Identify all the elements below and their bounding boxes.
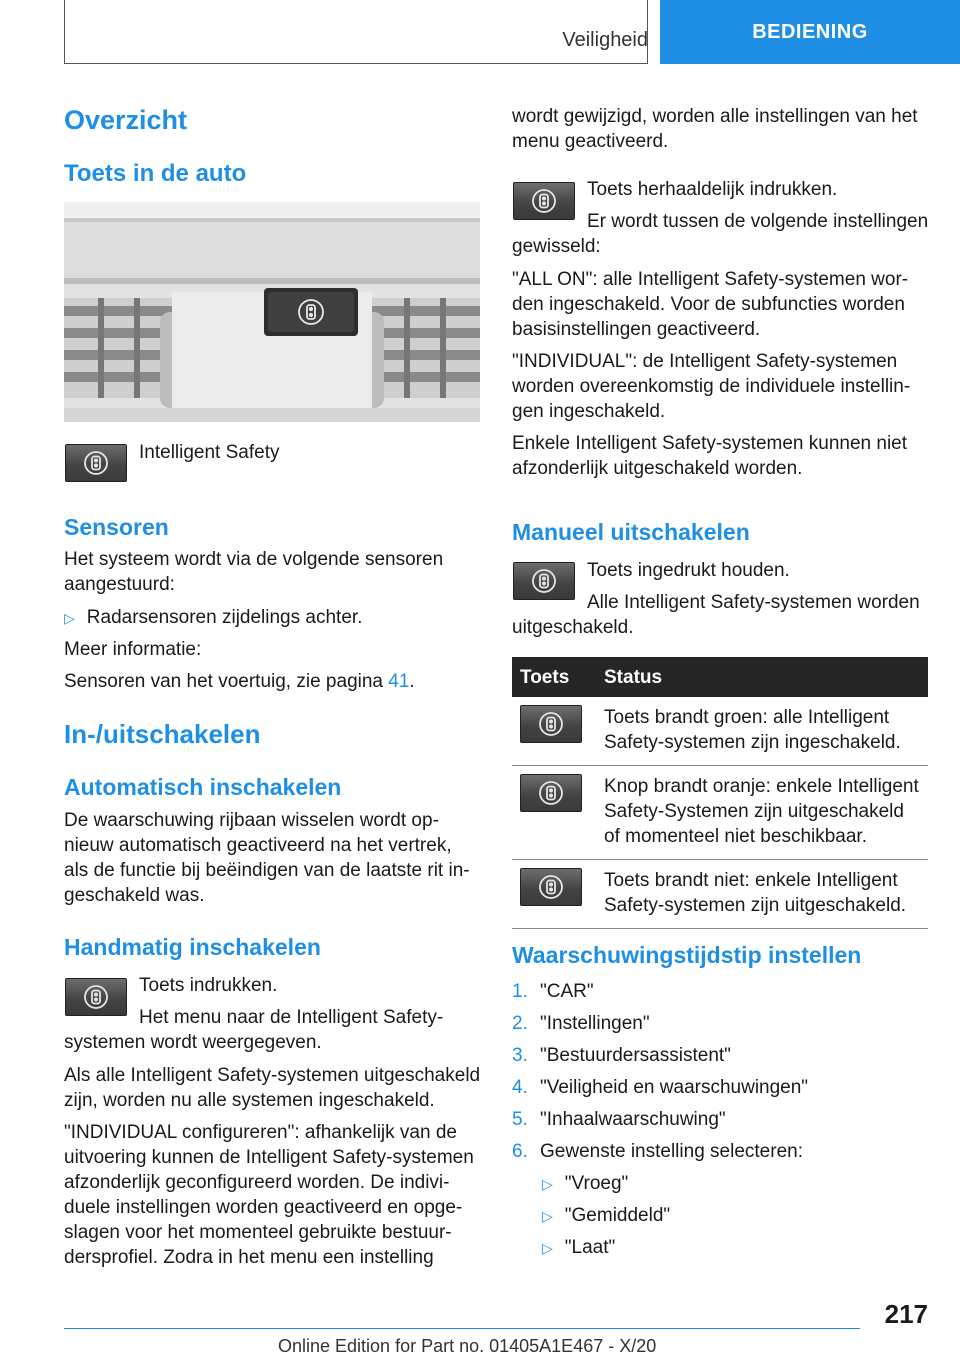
sensors-reference	[64, 669, 482, 694]
car-console-photo	[64, 202, 480, 422]
step-number: 1.	[512, 981, 528, 1002]
footer-edition: Online Edition for Part no. 01405A1E467 - X/20	[278, 1336, 657, 1356]
header-chapter-tab	[660, 0, 960, 64]
sensors-text: Het systeem wordt via de volgende sensoren aangestuurd:	[64, 549, 444, 595]
individual-text: "INDIVIDUAL": de Intelligent Safety-systemen worden overeenkomstig de individuele instellingen ingeschakeld.	[512, 351, 911, 422]
step-number: 4.	[512, 1077, 528, 1098]
intelligent-safety-icon	[65, 444, 127, 482]
auto-heading: Automatisch inschakelen	[64, 774, 342, 800]
step-text: "CAR"	[540, 981, 594, 1002]
step-text: "Inhaalwaarschuwing"	[540, 1109, 726, 1130]
manual-menu: Het menu naar de Intelligent Safety-systemen wordt weergegeven.	[64, 1007, 444, 1053]
more-info-label: Meer informatie:	[64, 639, 202, 660]
some-systems-text: Enkele Intelligent Safety-systemen kunnen niet afzonderlijk uitgeschakeld worden.	[512, 433, 908, 479]
all-on-text: "ALL ON": alle Intelligent Safety-systemen worden ingeschakeld. Voor de subfuncties worden basisinstellingen geactiveerd.	[512, 269, 909, 340]
footer-divider	[64, 1328, 860, 1329]
manual-individual: "INDIVIDUAL configureren": afhankelijk van de uitvoering kunnen de Intelligent Safety-systemen afzonderlijk geconfigureerd worden. De individuele instellingen worden geactiveerd en opgeslagen voor het momenteel gebruikte bestuurdersprofiel. Zodra in het menu een instelling	[64, 1122, 474, 1268]
option-text: "Vroeg"	[564, 1173, 629, 1194]
sensors-list-item	[64, 605, 482, 631]
status-cell: Toets brandt niet: enkele Intelligent Safety-systemen zijn uitgeschakeld.	[596, 860, 928, 929]
manual-all: Als alle Intelligent Safety-systemen uitgeschakeld zijn, worden nu alle systemen ingeschakeld.	[64, 1065, 481, 1111]
step-text: "Bestuurdersassistent"	[540, 1045, 731, 1066]
off-all: Alle Intelligent Safety-systemen worden uitgeschakeld.	[512, 592, 920, 638]
repeat-press: Toets herhaaldelijk indrukken.	[587, 179, 838, 200]
list-item	[512, 1072, 930, 1104]
icon-caption: Intelligent Safety	[139, 442, 280, 463]
steps-list	[512, 976, 930, 1264]
intelligent-safety-icon	[520, 868, 582, 906]
col-status: Status	[596, 657, 928, 697]
sensors-item-text: Radarsensoren zijdelings achter.	[86, 607, 363, 628]
sensors-heading: Sensoren	[64, 514, 169, 540]
header-chapter-label: BEDIENING	[752, 20, 868, 43]
list-item	[512, 1136, 930, 1168]
list-item	[512, 1008, 930, 1040]
sensors-ref-text: Sensoren van het voertuig, zie pagina	[64, 671, 389, 692]
toets-heading: Toets in de auto	[64, 160, 247, 187]
auto-text: De waarschuwing rijbaan wisselen wordt opnieuw automatisch geactiveerd na het vertrek, als de functie bij beëindigen van de laatste rit ingeschakeld was.	[64, 810, 470, 906]
page-title: Overzicht	[64, 105, 188, 135]
status-cell: Knop brandt oranje: enkele Intelligent Safety-Systemen zijn uitgeschakeld of momenteel niet beschikbaar.	[596, 766, 928, 860]
status-table	[512, 657, 928, 929]
col-toets: Toets	[512, 657, 596, 697]
step-number: 3.	[512, 1045, 528, 1066]
step-number: 2.	[512, 1013, 528, 1034]
page-number: 217	[884, 1299, 928, 1329]
triangle-right-icon: ▷	[542, 1176, 553, 1192]
repeat-switch: Er wordt tussen de volgende instellingen gewisseld:	[512, 211, 929, 257]
table-row	[512, 766, 928, 860]
triangle-right-icon: ▷	[64, 610, 75, 626]
header-frame	[64, 0, 648, 64]
option-item	[512, 1200, 930, 1232]
step-number: 6.	[512, 1141, 528, 1162]
option-item	[512, 1168, 930, 1200]
cont-text: wordt gewijzigd, worden alle instellingen van het menu geactiveerd.	[512, 106, 918, 152]
switch-heading: In-/uitschakelen	[64, 719, 261, 749]
list-item	[512, 1040, 930, 1072]
list-item	[512, 1104, 930, 1136]
header-section: Veiligheid	[562, 29, 648, 51]
off-heading: Manueel uitschakelen	[512, 519, 750, 545]
triangle-right-icon: ▷	[542, 1240, 553, 1256]
step-text: "Veiligheid en waarschuwingen"	[540, 1077, 809, 1098]
option-item	[512, 1232, 930, 1264]
warn-heading: Waarschuwingstijdstip instellen	[512, 942, 862, 968]
list-item	[512, 976, 930, 1008]
triangle-right-icon: ▷	[542, 1208, 553, 1224]
table-header-row	[512, 657, 928, 697]
intelligent-safety-icon	[520, 705, 582, 743]
table-row	[512, 860, 928, 929]
manual-heading: Handmatig inschakelen	[64, 934, 321, 960]
manual-press: Toets indrukken.	[139, 975, 278, 996]
page-link[interactable]: 41	[388, 671, 410, 692]
table-row	[512, 697, 928, 766]
option-text: "Laat"	[564, 1237, 616, 1258]
off-hold: Toets ingedrukt houden.	[587, 560, 790, 581]
step-text: "Instellingen"	[540, 1013, 650, 1034]
option-text: "Gemiddeld"	[564, 1205, 671, 1226]
intelligent-safety-icon	[520, 774, 582, 812]
step-text: Gewenste instelling selecteren:	[540, 1141, 803, 1162]
status-cell: Toets brandt groen: alle Intelligent Safety-systemen zijn ingeschakeld.	[596, 697, 928, 766]
sensors-ref-end: .	[409, 671, 415, 692]
step-number: 5.	[512, 1109, 528, 1130]
